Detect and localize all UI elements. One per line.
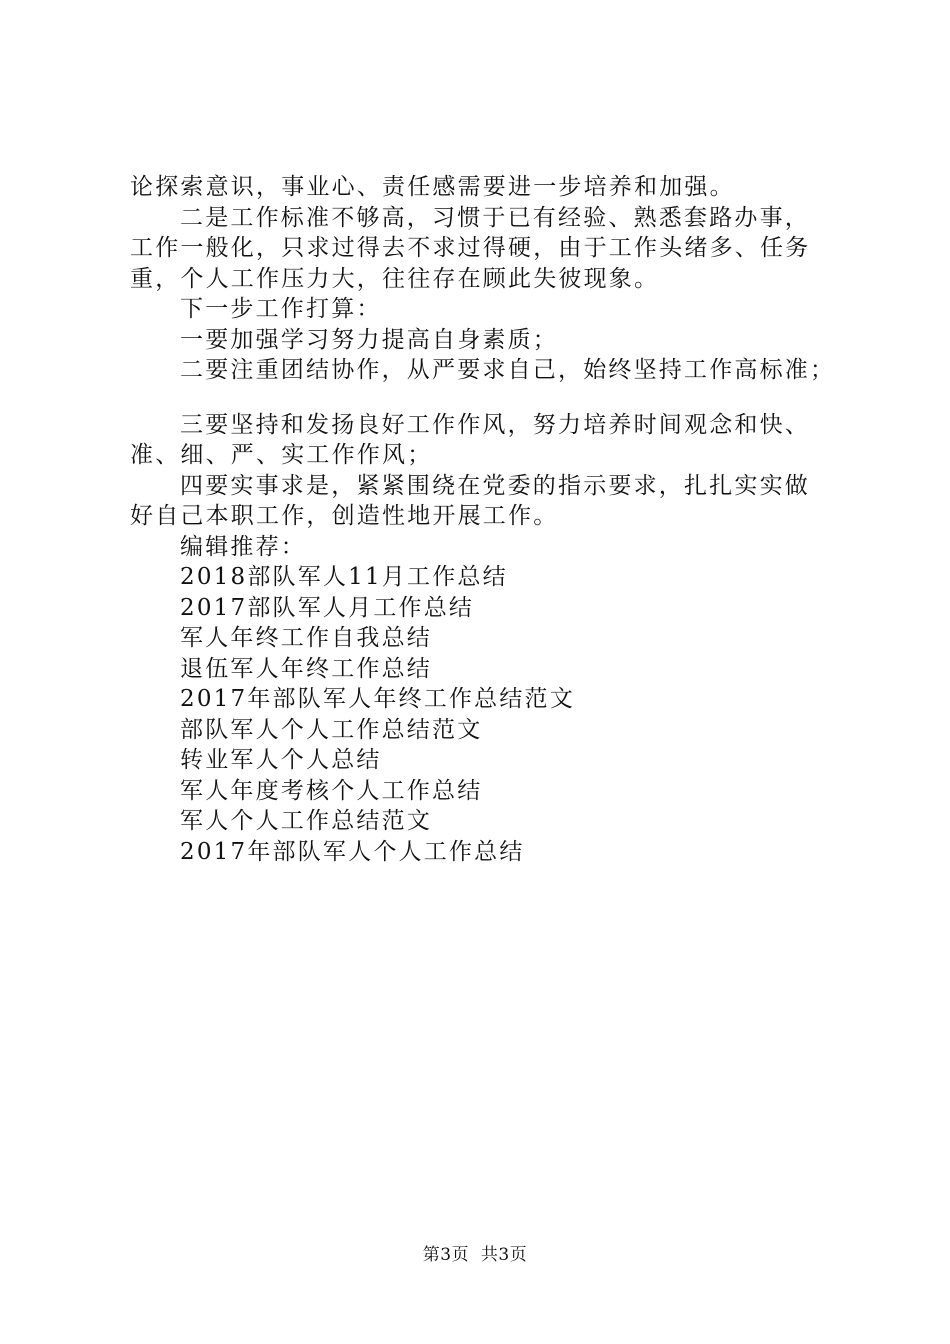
paragraph-line: 论探索意识，事业心、责任感需要进一步培养和加强。 [130, 174, 735, 200]
recommended-link[interactable]: 2018部队军人11月工作总结 [180, 564, 508, 590]
blank-spacer [130, 386, 850, 410]
recommended-link[interactable]: 军人个人工作总结范文 [180, 808, 432, 834]
plan-item: 四要实事求是，紧紧围绕在党委的指示要求，扎扎实实做 [180, 472, 810, 499]
section-heading: 下一步工作打算： [180, 296, 382, 322]
recommended-link[interactable]: 军人年度考核个人工作总结 [180, 777, 483, 804]
recommended-link[interactable]: 2017部队军人月工作总结 [180, 594, 475, 621]
recommended-heading: 编辑推荐： [180, 533, 306, 560]
paragraph-line: 重，个人工作压力大，往往存在顾此失彼现象。 [130, 265, 660, 292]
paragraph-line: 工作一般化，只求过得去不求过得硬，由于工作头绪多、任务 [130, 235, 811, 261]
document-body [130, 172, 850, 867]
paragraph-line: 好自己本职工作，创造性地开展工作。 [130, 503, 559, 529]
page-number: 第3页 共3页 [422, 1245, 528, 1265]
paragraph-line: 二是工作标准不够高，习惯于已有经验、熟悉套路办事， [180, 204, 810, 231]
page-footer [0, 1240, 950, 1265]
recommended-link[interactable]: 军人年终工作自我总结 [180, 625, 432, 651]
recommended-link[interactable]: 转业军人个人总结 [180, 747, 382, 773]
paragraph-line: 准、细、严、实工作作风； [130, 442, 433, 468]
plan-item: 一要加强学习努力提高自身素质； [180, 326, 558, 353]
recommended-link[interactable]: 2017年部队军人个人工作总结 [180, 838, 525, 865]
plan-item: 二要注重团结协作，从严要求自己，始终坚持工作高标准； [180, 357, 836, 383]
plan-item: 三要坚持和发扬良好工作作风，努力培养时间观念和快、 [180, 411, 810, 438]
recommended-link[interactable]: 退伍军人年终工作总结 [180, 655, 432, 682]
recommended-link[interactable]: 部队军人个人工作总结范文 [180, 716, 483, 743]
recommended-link[interactable]: 2017年部队军人年终工作总结范文 [180, 686, 575, 712]
